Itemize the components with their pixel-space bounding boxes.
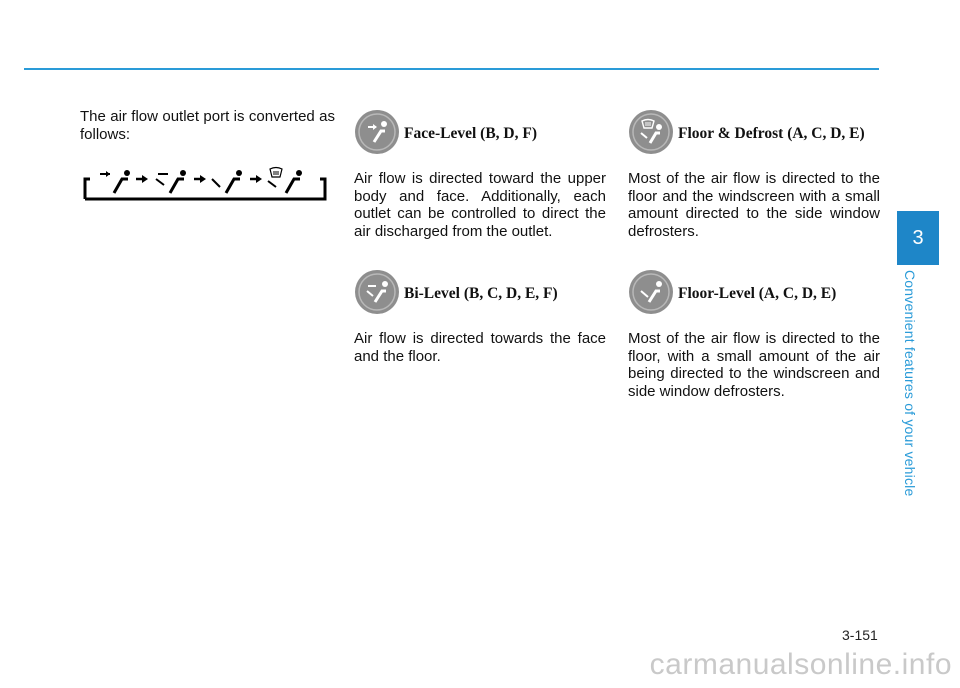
mode-title: Floor & Defrost (A, C, D, E) <box>678 125 865 142</box>
arrow-icon <box>136 175 148 183</box>
mode-face-level <box>354 108 606 240</box>
face-vent-icon <box>100 170 130 193</box>
bi-level-vent-icon <box>156 170 186 193</box>
page-number: 3-151 <box>842 627 878 643</box>
mode-title: Bi-Level (B, C, D, E, F) <box>404 285 558 302</box>
chapter-tab <box>897 211 939 265</box>
mode-title: Floor-Level (A, C, D, E) <box>678 285 837 302</box>
mode-description: Air flow is directed toward the upper body and face. Additionally, each outlet can be controlled to direct the air discharged from the outlet. <box>354 170 606 240</box>
floor-vent-icon <box>212 170 242 193</box>
mode-description: Most of the air flow is directed to the floor, with a small amount of the air being directed to the windscreen and side window defrosters. <box>628 330 880 400</box>
face-level-icon <box>354 109 400 155</box>
mode-sequence-diagram <box>80 165 330 205</box>
floor-defrost-vent-icon <box>268 168 302 194</box>
floor-defrost-icon <box>628 109 674 155</box>
mode-title: Face-Level (B, D, F) <box>404 125 537 142</box>
intro-column <box>80 108 335 210</box>
arrow-icon <box>250 175 262 183</box>
modes-column-left <box>354 108 606 393</box>
mode-floor-level <box>628 268 880 400</box>
intro-text: The air flow outlet port is converted as follows: <box>80 108 335 143</box>
mode-bi-level <box>354 268 606 365</box>
mode-description: Air flow is directed towards the face and the floor. <box>354 330 606 365</box>
chapter-number: 3 <box>912 226 924 249</box>
header-rule <box>24 68 879 70</box>
floor-level-icon <box>628 269 674 315</box>
mode-floor-defrost <box>628 108 880 240</box>
watermark: carmanualsonline.info <box>649 648 952 681</box>
mode-description: Most of the air flow is directed to the floor and the windscreen with a small amount directed to the side window defrosters. <box>628 170 880 240</box>
bi-level-icon <box>354 269 400 315</box>
chapter-title: Convenient features of your vehicle <box>902 270 918 497</box>
modes-column-right <box>628 108 880 428</box>
arrow-icon <box>194 175 206 183</box>
